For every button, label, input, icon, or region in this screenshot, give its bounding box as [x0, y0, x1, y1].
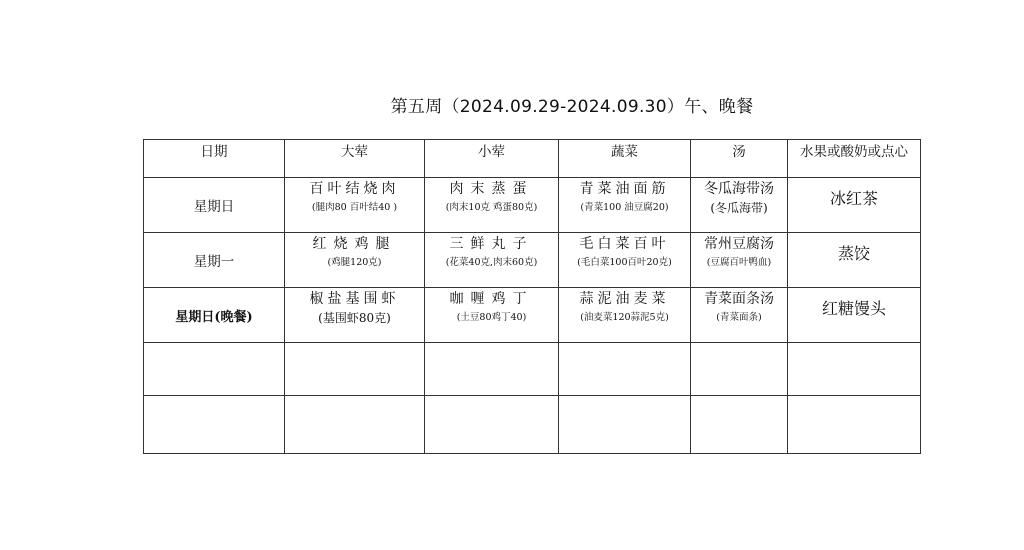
dish-note: (豆腐百叶鸭血): [706, 257, 772, 268]
dish-note: (肉末10克 鸡蛋80克): [445, 202, 538, 213]
minor-dish-cell: [425, 288, 559, 343]
dish-name: 红烧鸡腿: [312, 236, 397, 252]
dish-note: (腿肉80 百叶结40 ): [311, 202, 398, 213]
veg-dish-cell: [559, 178, 691, 233]
dish-name: 三鲜丸子: [449, 236, 534, 252]
dish-name: 椒盐基围虾: [309, 291, 400, 307]
header-soup: 汤: [691, 140, 788, 178]
empty-cell: [285, 343, 425, 396]
empty-cell: [425, 343, 559, 396]
empty-cell: [144, 396, 285, 454]
empty-cell: [559, 343, 691, 396]
dish-note: (冬瓜海带): [710, 201, 768, 215]
table-row: [144, 233, 921, 288]
page-title: 第五周（2024.09.29-2024.09.30）午、晚餐: [390, 97, 754, 117]
dish-note: (毛白菜100百叶20克): [577, 257, 672, 268]
empty-cell: [691, 343, 788, 396]
dessert-cell: 红糖馒头: [788, 288, 921, 343]
day-cell: 星期日: [144, 178, 285, 233]
empty-row: [144, 396, 921, 454]
dish-note: (青菜100 油豆腐20): [580, 202, 669, 213]
dish-note: (鸡腿120克): [327, 257, 382, 268]
dish-name: 毛白菜百叶: [579, 236, 670, 252]
empty-cell: [144, 343, 285, 396]
dish-name: 冬瓜海带汤: [704, 181, 774, 197]
empty-cell: [285, 396, 425, 454]
header-main-meat: 大荤: [285, 140, 425, 178]
minor-dish-cell: [425, 178, 559, 233]
header-vegetable: 蔬菜: [559, 140, 691, 178]
dessert-cell: 蒸饺: [788, 233, 921, 288]
main-dish-cell: [285, 233, 425, 288]
table-row: [144, 178, 921, 233]
dish-note: (花菜40克,肉末60克): [445, 257, 538, 268]
empty-cell: [788, 343, 921, 396]
empty-cell: [559, 396, 691, 454]
soup-cell: [691, 178, 788, 233]
soup-cell: [691, 288, 788, 343]
day-cell: 星期日(晚餐): [144, 288, 285, 343]
dish-name: 咖喱鸡丁: [449, 291, 534, 307]
dish-name: 百叶结烧肉: [309, 181, 400, 197]
main-dish-cell: [285, 178, 425, 233]
veg-dish-cell: [559, 288, 691, 343]
main-dish-cell: [285, 288, 425, 343]
dish-name: 常州豆腐汤: [704, 236, 774, 252]
table-row: [144, 288, 921, 343]
empty-cell: [425, 396, 559, 454]
header-row: [144, 140, 921, 178]
header-date: 日期: [144, 140, 285, 178]
dish-note: (青菜面条): [716, 312, 762, 323]
menu-table: [143, 139, 921, 454]
dish-name: 蒜泥油麦菜: [579, 291, 670, 307]
dessert-cell: 冰红茶: [788, 178, 921, 233]
veg-dish-cell: [559, 233, 691, 288]
empty-cell: [788, 396, 921, 454]
dish-name: 青菜油面筋: [579, 181, 670, 197]
day-cell: 星期一: [144, 233, 285, 288]
dish-name: 青菜面条汤: [704, 291, 774, 307]
dish-note: (油麦菜120蒜泥5克): [580, 312, 669, 323]
dish-name: 肉末蒸蛋: [449, 181, 534, 197]
empty-row: [144, 343, 921, 396]
dish-note: (土豆80鸡丁40): [456, 312, 527, 323]
minor-dish-cell: [425, 233, 559, 288]
empty-cell: [691, 396, 788, 454]
soup-cell: [691, 233, 788, 288]
dish-note: (基围虾80克): [318, 311, 391, 325]
header-minor-meat: 小荤: [425, 140, 559, 178]
header-dessert: 水果或酸奶或点心: [788, 140, 921, 178]
